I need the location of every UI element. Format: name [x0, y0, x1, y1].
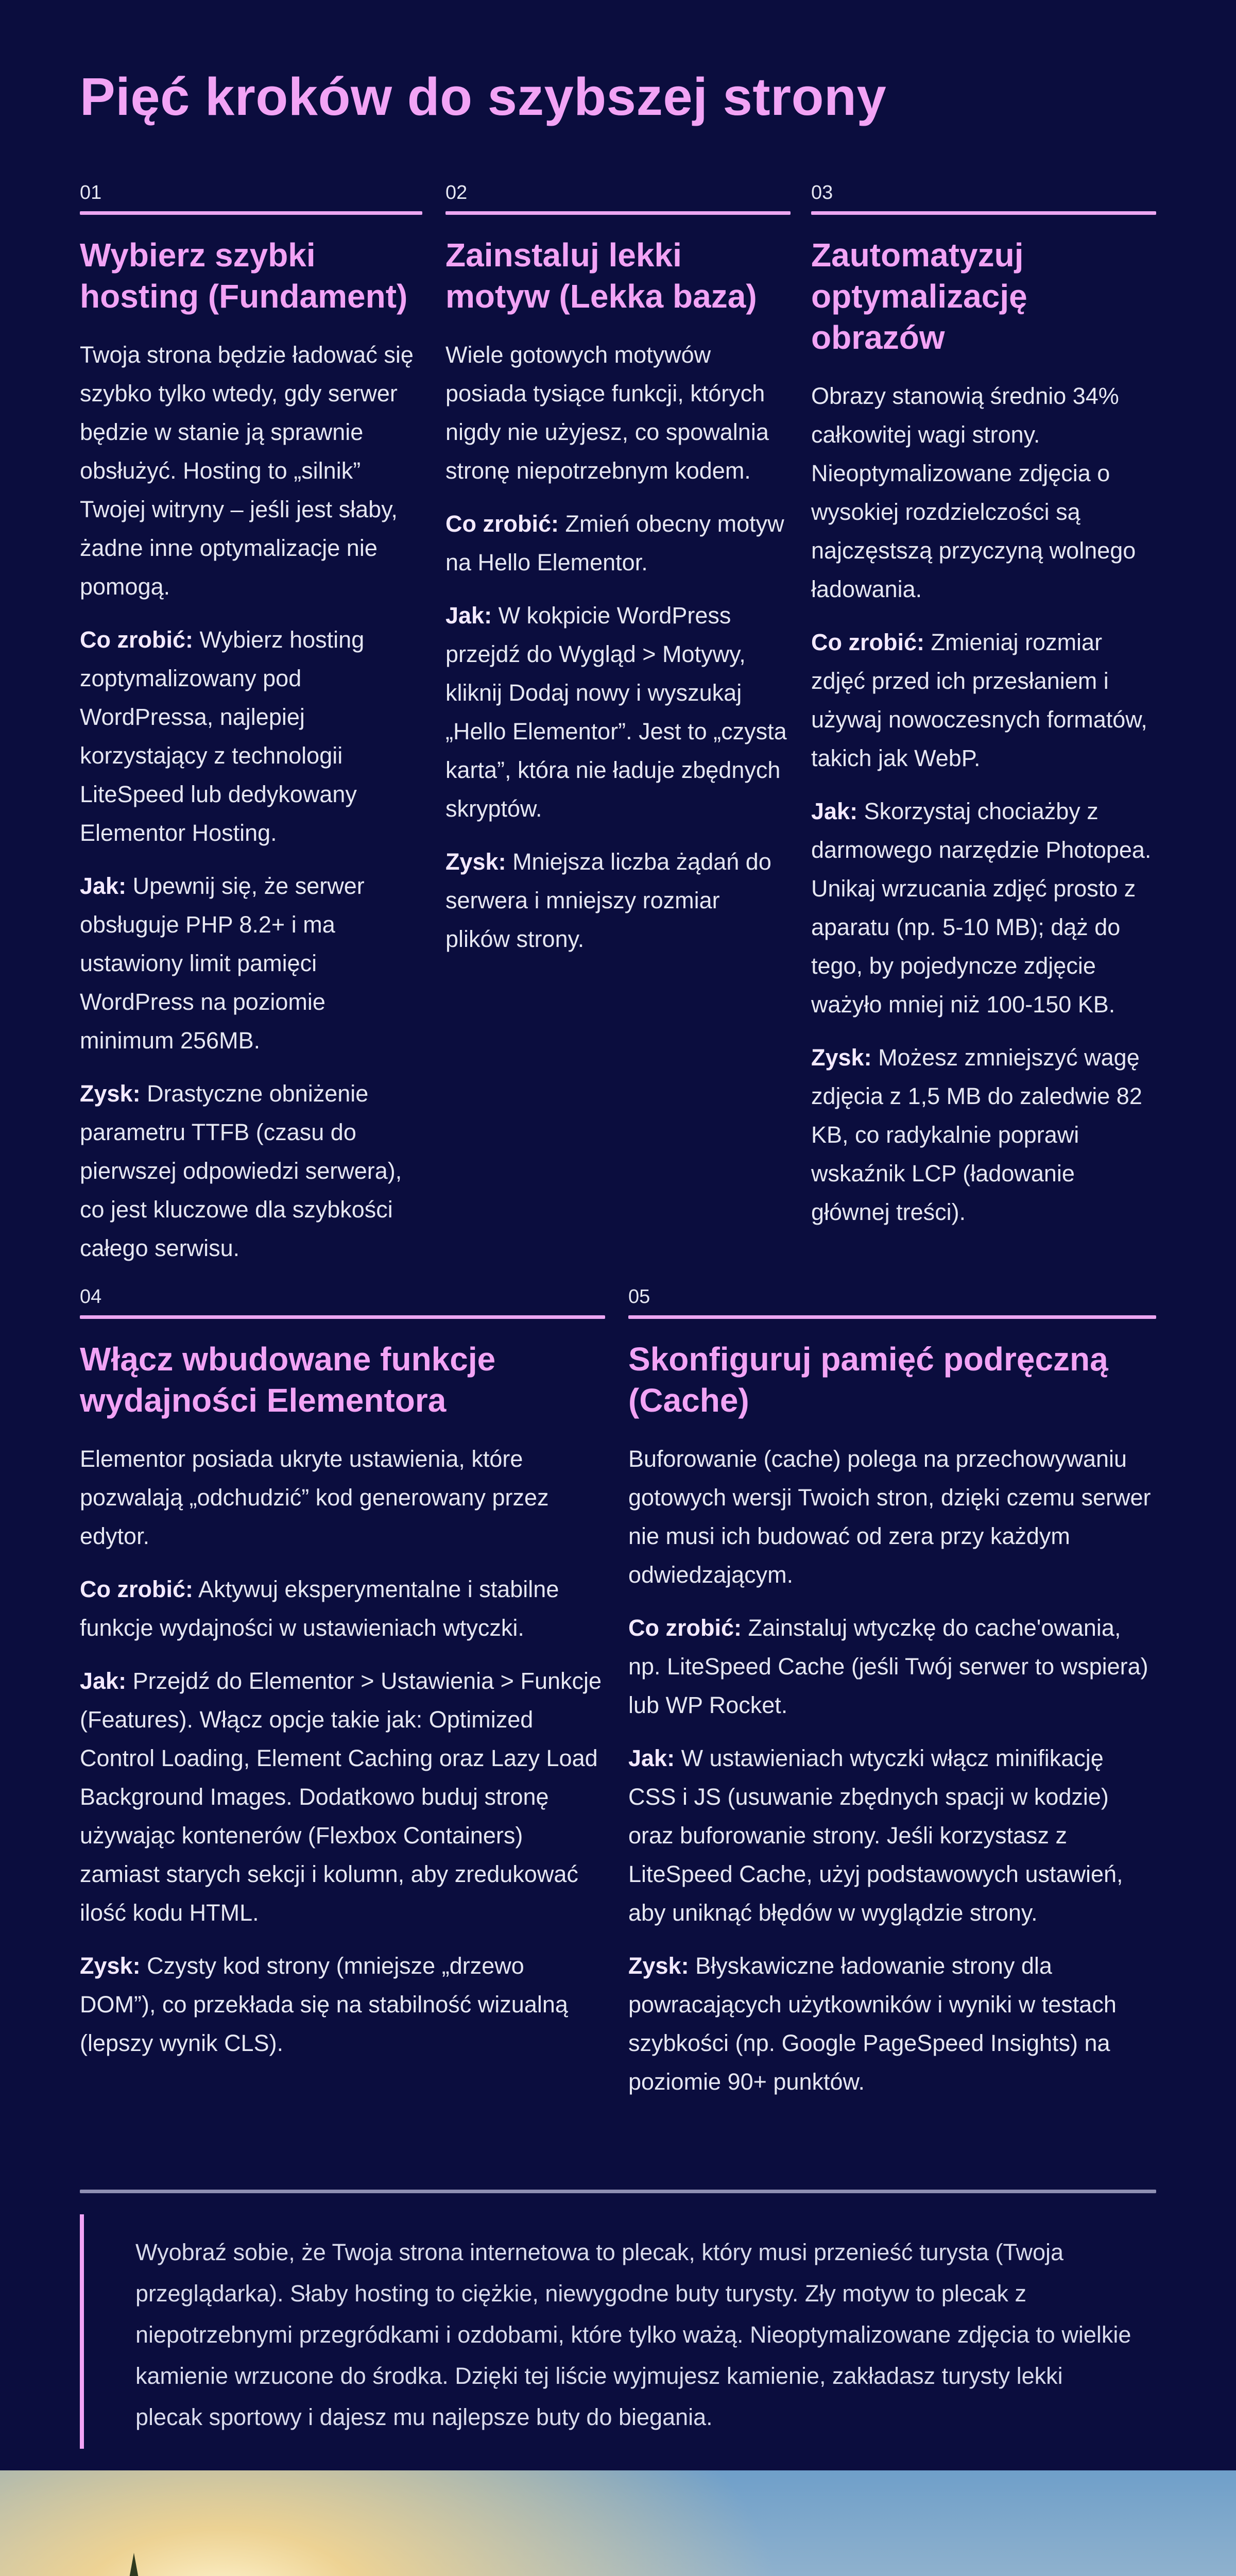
gain-text: Błyskawiczne ładowanie strony dla powracających użytkowników i wyniki w testach szybkości (np. Google PageSpeed Insights) na poziomie 90+ punktów. — [628, 1953, 1117, 2095]
step-what — [80, 1570, 605, 1647]
what-label: Co zrobić: — [445, 511, 559, 537]
step-intro: Buforowanie (cache) polega na przechowywaniu gotowych wersji Twoich stron, dzięki czemu serwer nie musi ich budować od zera przy każdym odwiedzającym. — [628, 1446, 1151, 1588]
what-text: Zmieniaj rozmiar zdjęć przed ich przesłaniem i używaj nowoczesnych formatów, takich jak WebP. — [811, 629, 1147, 771]
gain-label: Zysk: — [445, 849, 506, 875]
step-03 — [811, 180, 1156, 1231]
what-label: Co zrobić: — [80, 626, 193, 653]
gain-text: Mniejsza liczba żądań do serwera i mniejszy rozmiar plików strony. — [445, 849, 771, 952]
step-title: Włącz wbudowane funkcje wydajności Elementora — [80, 1341, 496, 1419]
step-how — [445, 596, 791, 828]
step-04 — [80, 1284, 605, 2062]
step-02 — [445, 180, 791, 958]
how-label: Jak: — [811, 798, 858, 824]
step-number: 03 — [811, 182, 833, 204]
how-label: Jak: — [80, 1668, 127, 1694]
step-title: Wybierz szybki hosting (Fundament) — [80, 236, 408, 315]
step-how — [628, 1739, 1156, 1932]
step-gain — [80, 1074, 422, 1267]
section-divider — [80, 2190, 1156, 2193]
hiker-illustration — [0, 2470, 1236, 2576]
what-text: Aktywuj eksperymentalne i stabilne funkcje wydajności w ustawieniach wtyczki. — [80, 1576, 559, 1641]
how-label: Jak: — [80, 873, 127, 899]
what-text: Zmień obecny motyw na Hello Elementor. — [445, 511, 784, 575]
what-label: Co zrobić: — [80, 1576, 193, 1602]
step-01 — [80, 180, 422, 1267]
step-title: Zainstaluj lekki motyw (Lekka baza) — [445, 236, 757, 315]
step-number: 05 — [628, 1286, 650, 1308]
gain-label: Zysk: — [80, 1080, 141, 1107]
quote-text: Wyobraź sobie, że Twoja strona internetowa to plecak, który musi przenieść turysta (Twoja przeglądarka). Słaby hosting to ciężkie, niewygodne buty turysty. Zły motyw to plecak z niepotrzebnymi przegródkami i ozdobami, które tylko ważą. Nieoptymalizowane zdjęcia to wielkie kamienie wrzucone do środka. Dzięki tej liście wyjmujesz kamienie, zakładasz turysty lekki plecak sportowy i dajesz mu najlepsze buty do biegania. — [135, 2239, 1131, 2430]
gain-label: Zysk: — [80, 1953, 141, 1979]
what-label: Co zrobić: — [811, 629, 924, 655]
step-how — [80, 867, 422, 1060]
gain-text: Czysty kod strony (mniejsze „drzewo DOM”), co przekłada się na stabilność wizualną (lepszy wynik CLS). — [80, 1953, 568, 2056]
step-what — [811, 623, 1156, 777]
gain-text: Drastyczne obniżenie parametru TTFB (czasu do pierwszej odpowiedzi serwera), co jest kluczowe dla szybkości całego serwisu. — [80, 1080, 402, 1261]
step-gain — [80, 1946, 605, 2062]
gain-text: Możesz zmniejszyć wagę zdjęcia z 1,5 MB do zaledwie 82 KB, co radykalnie poprawi wskaźnik LCP (ładowanie głównej treści). — [811, 1044, 1142, 1225]
gain-label: Zysk: — [628, 1953, 689, 1979]
what-text: Zainstaluj wtyczkę do cache'owania, np. LiteSpeed Cache (jeśli Twój serwer to wspiera) lub WP Rocket. — [628, 1615, 1148, 1718]
step-intro: Wiele gotowych motywów posiada tysiące funkcji, których nigdy nie użyjesz, co spowalnia stronę niepotrzebnym kodem. — [445, 342, 769, 484]
how-text: Skorzystaj chociażby z darmowego narzędzie Photopea. Unikaj wrzucania zdjęć prosto z aparatu (np. 5-10 MB); dąż do tego, by pojedyncze zdjęcie ważyło mniej niż 100-150 KB. — [811, 798, 1152, 1018]
step-what — [445, 504, 791, 582]
how-label: Jak: — [445, 602, 492, 629]
step-divider — [80, 211, 422, 215]
step-what — [80, 620, 422, 852]
hero-image — [0, 2470, 1236, 2576]
how-label: Jak: — [628, 1745, 675, 1771]
step-05 — [628, 1284, 1156, 2101]
gain-label: Zysk: — [811, 1044, 872, 1071]
step-divider — [445, 211, 791, 215]
analogy-quote — [80, 2214, 1156, 2449]
step-what — [628, 1608, 1156, 1724]
step-number: 04 — [80, 1286, 102, 1308]
how-text: W kokpicie WordPress przejdź do Wygląd > Motywy, kliknij Dodaj nowy i wyszukaj „Hello Elementor”. Jest to „czysta karta”, która nie ładuje zbędnych skryptów. — [445, 602, 787, 822]
how-text: W ustawieniach wtyczki włącz minifikację CSS i JS (usuwanie zbędnych spacji w kodzie) oraz buforowanie strony. Jeśli korzystasz z LiteSpeed Cache, użyj podstawowych ustawień, aby uniknąć błędów w wyglądzie strony. — [628, 1745, 1123, 1926]
step-number: 01 — [80, 182, 102, 204]
step-gain — [445, 842, 791, 958]
step-title: Zautomatyzuj optymalizację obrazów — [811, 236, 1027, 356]
step-divider — [80, 1315, 605, 1319]
how-text: Przejdź do Elementor > Ustawienia > Funkcje (Features). Włącz opcje takie jak: Optimized Control Loading, Element Caching oraz Lazy Load Background Images. Dodatkowo buduj stronę używając kontenerów (Flexbox Containers) zamiast starych sekcji i kolumn, aby zredukować ilość kodu HTML. — [80, 1668, 602, 1926]
step-number: 02 — [445, 182, 468, 204]
step-title: Skonfiguruj pamięć podręczną (Cache) — [628, 1341, 1108, 1419]
step-divider — [628, 1315, 1156, 1319]
step-intro: Obrazy stanowią średnio 34% całkowitej wagi strony. Nieoptymalizowane zdjęcia o wysokiej rozdzielczości są najczęstszą przyczyną wolnego ładowania. — [811, 383, 1136, 602]
step-intro: Elementor posiada ukryte ustawienia, które pozwalają „odchudzić” kod generowany przez edytor. — [80, 1446, 549, 1549]
what-label: Co zrobić: — [628, 1615, 742, 1641]
step-how — [811, 792, 1156, 1024]
step-gain — [811, 1038, 1156, 1231]
step-intro: Twoja strona będzie ładować się szybko tylko wtedy, gdy serwer będzie w stanie ją sprawnie obsłużyć. Hosting to „silnik” Twojej witryny – jeśli jest słaby, żadne inne optymalizacje nie pomogą. — [80, 342, 414, 600]
step-how — [80, 1662, 605, 1932]
step-divider — [811, 211, 1156, 215]
what-text: Wybierz hosting zoptymalizowany pod WordPressa, najlepiej korzystający z technologii LiteSpeed lub dedykowany Elementor Hosting. — [80, 626, 365, 846]
how-text: Upewnij się, że serwer obsługuje PHP 8.2+ i ma ustawiony limit pamięci WordPress na poziomie minimum 256MB. — [80, 873, 365, 1054]
step-gain — [628, 1946, 1156, 2101]
page-title: Pięć kroków do szybszej strony — [80, 67, 887, 126]
